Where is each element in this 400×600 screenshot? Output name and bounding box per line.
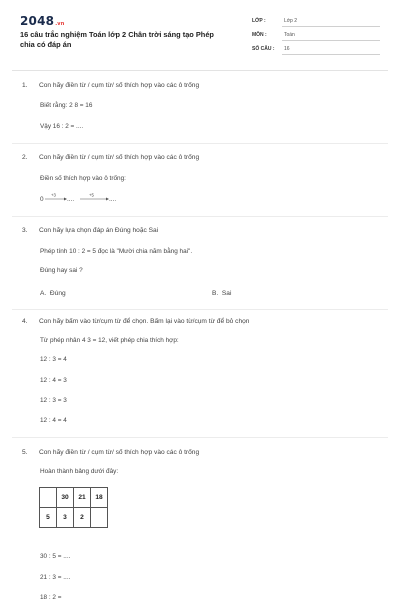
meta-subject [252, 31, 380, 41]
question-1-line-2[interactable]: Vậy 16 : 2 = .... [40, 123, 84, 130]
option-a-text: Đúng [49, 290, 66, 297]
option-b[interactable] [212, 290, 231, 297]
sequence-start: 0 [40, 196, 44, 203]
document-title: 16 câu trắc nghiệm Toán lớp 2 Chân trời sáng tạo Phép chia có đáp án [20, 30, 214, 49]
sequence-blank-1[interactable]: .... [67, 196, 75, 203]
question-4-number: 4. [22, 318, 28, 325]
question-4-line-1: Từ phép nhân 4 3 = 12, viết phép chia thích hợp: [40, 337, 179, 344]
question-2-number: 2. [22, 154, 28, 161]
question-1-number: 1. [22, 82, 28, 89]
header-divider [12, 70, 388, 71]
table-cell-blank[interactable] [91, 508, 108, 528]
option-a[interactable] [40, 290, 66, 297]
question-2-prompt: Con hãy điền từ / cụm từ/ số thích hợp vào các ô trống [39, 154, 200, 161]
meta-grade-label: LỚP : [252, 18, 266, 24]
table-cell: 2 [74, 508, 91, 528]
division-table [39, 487, 108, 528]
question-3-line-2: Đúng hay sai ? [40, 267, 83, 274]
table-cell [40, 488, 57, 508]
sequence-blank-2[interactable]: .... [109, 196, 117, 203]
answer-line[interactable]: 18 : 2 = [40, 594, 62, 600]
question-3-number: 3. [22, 227, 28, 234]
question-4-prompt: Con hãy bấm vào từ/cụm từ để chọn. Bấm lại vào từ/cụm từ để bỏ chọn [39, 318, 250, 325]
choice-item[interactable]: 12 : 3 = 3 [40, 397, 67, 404]
question-5-line-1: Hoàn thành bảng dưới đây: [40, 468, 119, 475]
question-5-number: 5. [22, 449, 28, 456]
choice-item[interactable]: 12 : 3 = 4 [40, 356, 67, 363]
site-logo[interactable]: 2048.vn [20, 14, 65, 28]
question-separator [12, 309, 388, 310]
option-b-text: Sai [221, 290, 232, 297]
table-row [40, 488, 108, 508]
number-sequence [40, 193, 130, 203]
question-separator [12, 437, 388, 438]
question-2-line-1: Điền số thích hợp vào ô trống: [40, 175, 126, 182]
sequence-step-1: +3 [51, 193, 56, 198]
option-b-letter: B. [212, 290, 219, 297]
table-cell: 30 [57, 488, 74, 508]
question-separator [12, 143, 388, 144]
header [0, 0, 400, 66]
question-1-prompt: Con hãy điền từ / cụm từ/ số thích hợp vào các ô trống [39, 82, 200, 89]
choice-item[interactable]: 12 : 4 = 3 [40, 377, 67, 384]
question-separator [12, 216, 388, 217]
sequence-step-2: +5 [89, 193, 94, 198]
table-cell: 3 [57, 508, 74, 528]
question-1-line-1: Biết rằng: 2 8 = 16 [40, 102, 93, 109]
meta-count-value: 16 [284, 46, 290, 52]
table-cell: 18 [91, 488, 108, 508]
meta-count-label: SỐ CÂU : [252, 46, 275, 52]
meta-subject-label: MÔN : [252, 32, 267, 38]
meta-subject-value: Toán [284, 32, 295, 38]
meta-grade-value: Lớp 2 [284, 18, 298, 24]
question-5-prompt: Con hãy điền từ / cụm từ/ số thích hợp vào các ô trống [39, 449, 200, 456]
table-cell: 21 [74, 488, 91, 508]
answer-line[interactable]: 21 : 3 = .... [40, 574, 71, 581]
meta-grade [252, 17, 380, 27]
question-3-prompt: Con hãy lựa chọn đáp án Đúng hoặc Sai [39, 227, 159, 234]
question-3-line-1: Phép tính 10 : 2 = 5 đọc là "Mười chia năm bằng hai". [40, 248, 193, 255]
table-cell: 5 [40, 508, 57, 528]
meta-count [252, 45, 380, 55]
table-row [40, 508, 108, 528]
answer-line[interactable]: 30 : 5 = .... [40, 553, 71, 560]
choice-item[interactable]: 12 : 4 = 4 [40, 417, 67, 424]
option-a-letter: A. [40, 290, 47, 297]
